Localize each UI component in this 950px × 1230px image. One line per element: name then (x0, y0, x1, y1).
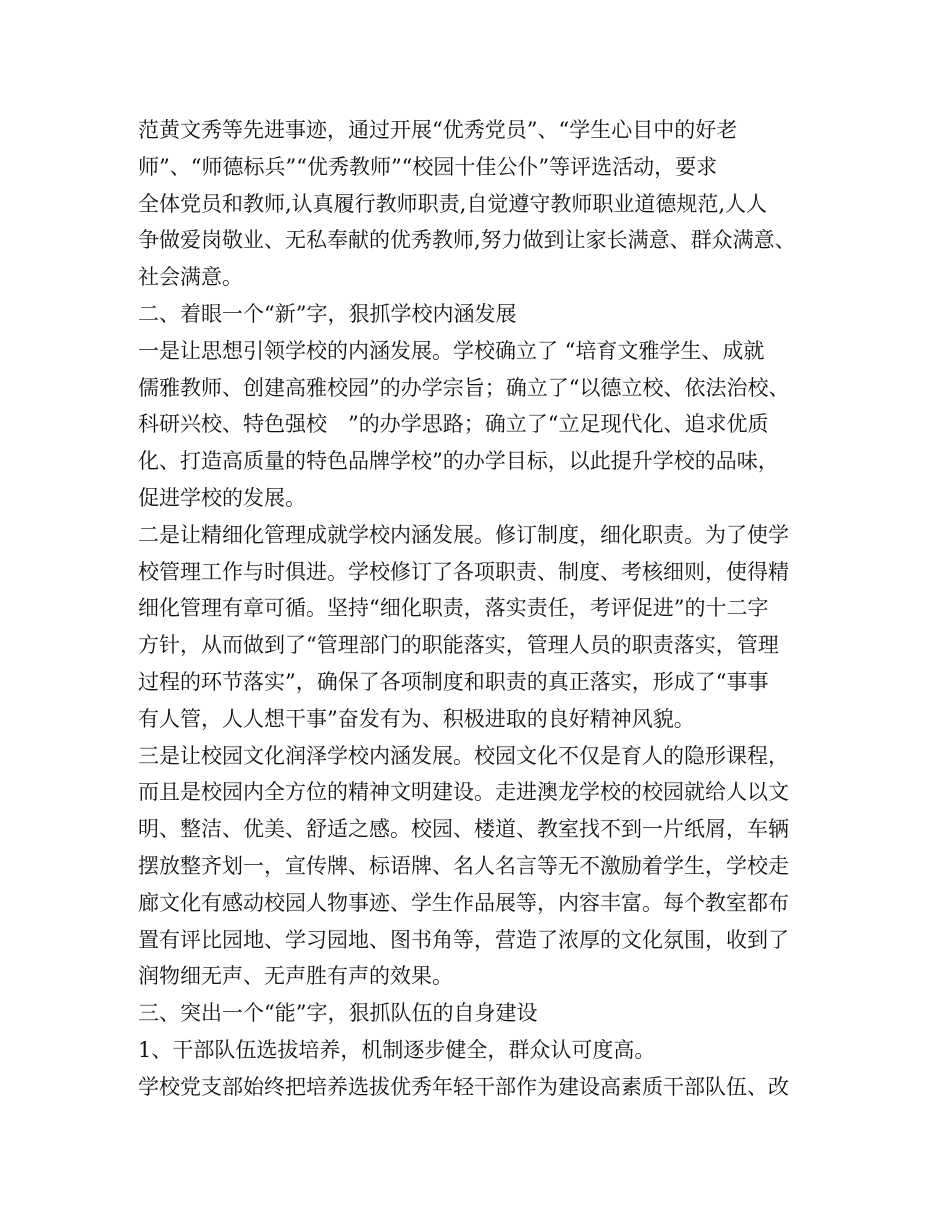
text-line: 科研兴校、特色强校 ”的办学思路；确立了“立足现代化、追求优质 (138, 412, 769, 437)
text-line: 儒雅教师、创建高雅校园”的办学宗旨；确立了“以德立校、依法治校、 (138, 375, 790, 400)
section-heading: 三、突出一个“能”字，狠抓队伍的自身建设 (138, 1001, 538, 1026)
text-line: 二是让精细化管理成就学校内涵发展。修订制度，细化职责。为了使学 (138, 522, 789, 547)
text-line: 置有评比园地、学习园地、图书角等，营造了浓厚的文化氛围，收到了 (138, 927, 789, 952)
text-line: 师”、“师德标兵”“优秀教师”“校园十佳公仆”等评选活动，要求 (138, 154, 718, 179)
text-line: 化、打造高质量的特色品牌学校”的办学目标，以此提升学校的品味， (138, 449, 779, 474)
text-line: 廊文化有感动校园人物事迹、学生作品展等，内容丰富。每个教室都布 (138, 890, 789, 915)
document-body (138, 112, 838, 1106)
text-line: 明、整洁、优美、舒适之感。校园、楼道、教室找不到一片纸屑，车辆 (138, 817, 789, 842)
text-line: 学校党支部始终把培养选拔优秀年轻干部作为建设高素质干部队伍、改 (138, 1074, 789, 1099)
subsection-heading: 1、干部队伍选拔培养，机制逐步健全，群众认可度高。 (138, 1037, 656, 1062)
text-line: 争做爱岗敬业、无私奉献的优秀教师,努力做到让家长满意、群众满意、 (138, 228, 796, 253)
section-heading: 二、着眼一个“新”字，狠抓学校内涵发展 (138, 301, 517, 326)
text-line: 而且是校园内全方位的精神文明建设。走进澳龙学校的校园就给人以文 (138, 780, 789, 805)
text-line: 三是让校园文化润泽学校内涵发展。校园文化不仅是育人的隐形课程， (138, 743, 789, 768)
text-line: 细化管理有章可循。坚持“细化职责，落实责任，考评促进”的十二字 (138, 596, 769, 621)
text-line: 摆放整齐划一，宣传牌、标语牌、名人名言等无不激励着学生，学校走 (138, 853, 789, 878)
text-line: 促进学校的发展。 (138, 485, 306, 510)
text-line: 一是让思想引领学校的内涵发展。学校确立了 “培育文雅学生、成就 (138, 338, 765, 363)
text-line: 范黄文秀等先进事迹，通过开展“优秀党员”、“学生心目中的好老 (138, 118, 738, 142)
text-line: 有人管，人人想干事”奋发有为、积极进取的良好精神风貌。 (138, 706, 695, 731)
text-line: 方针，从而做到了“管理部门的职能落实，管理人员的职责落实，管理 (138, 633, 779, 658)
text-line: 过程的环节落实”，确保了各项制度和职责的真正落实，形成了“事事 (138, 669, 769, 694)
text-line: 社会满意。 (138, 265, 243, 290)
text-line: 润物细无声、无声胜有声的效果。 (138, 964, 453, 989)
text-line: 全体党员和教师,认真履行教师职责,自觉遵守教师职业道德规范,人人 (138, 191, 768, 216)
text-line: 校管理工作与时俱进。学校修订了各项职责、制度、考核细则，使得精 (138, 559, 789, 584)
